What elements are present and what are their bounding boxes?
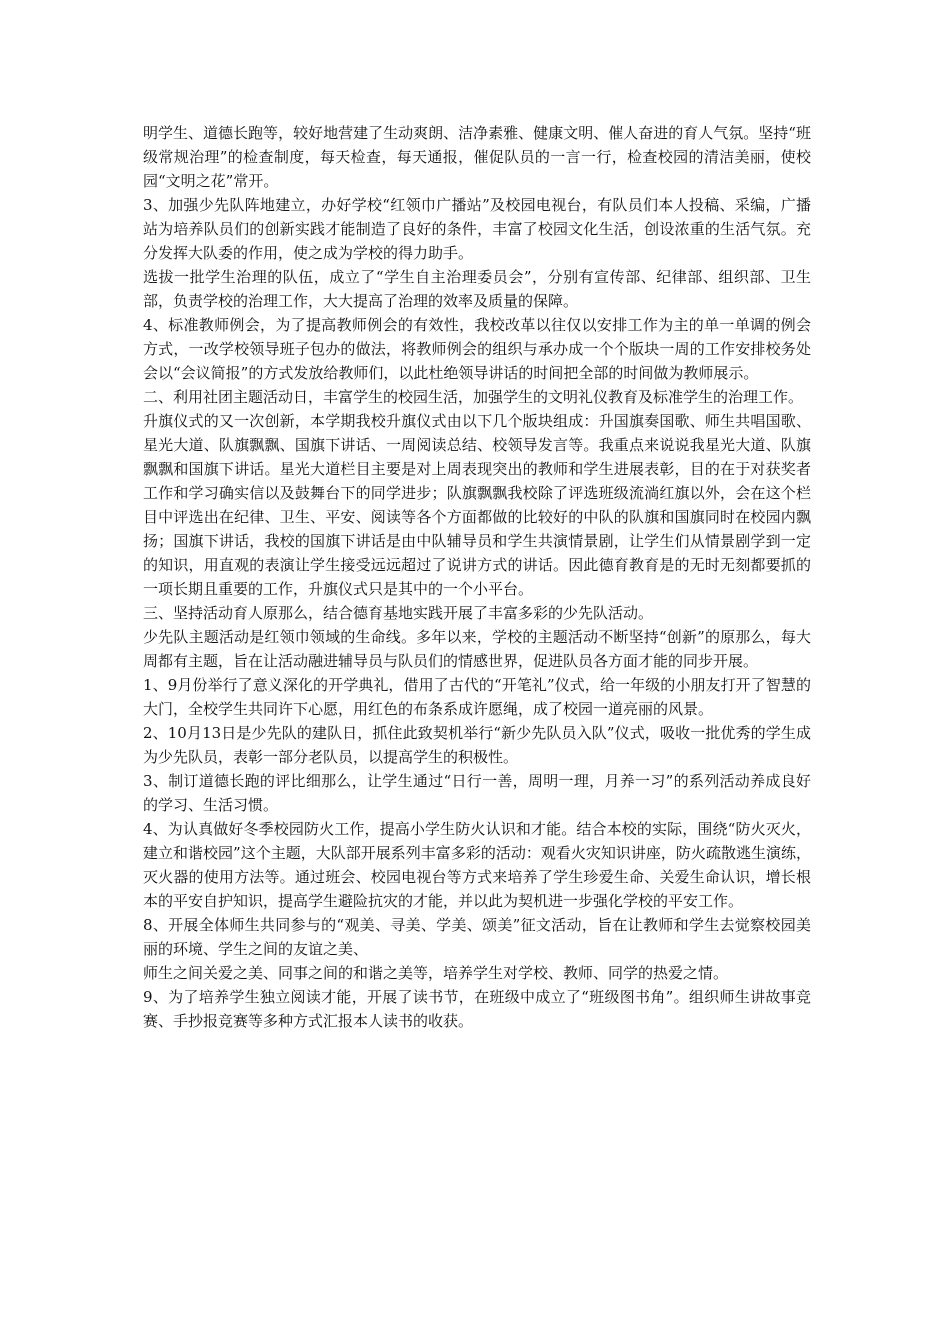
paragraph: 4、为认真做好冬季校园防火工作，提高小学生防火认识和才能。结合本校的实际，围绕“防火灭火，建立和谐校园”这个主题，大队部开展系列丰富多彩的活动：观看火灾知识讲座，防火疏散逃生演练，灭火器的使用方法等。通过班会、校园电视台等方式来培养了学生珍爱生命、关爱生命认识，增长根本的平安自护知识，提高学生避险抗灾的才能，并以此为契机进一步强化学校的平安工作。 <box>143 820 811 910</box>
paragraph: 明学生、道德长跑等，较好地营建了生动爽朗、洁净素雅、健康文明、催人奋进的育人气氛。坚持“班级常规治理”的检查制度，每天检查，每天通报，催促队员的一言一行，检查校园的清洁美丽，使校园“文明之花”常开。 <box>143 124 811 190</box>
paragraph: 2、10月13日是少先队的建队日，抓住此致契机举行“新少先队员入队”仪式，吸收一批优秀的学生成为少先队员，表彰一部分老队员，以提高学生的积极性。 <box>143 724 811 766</box>
paragraph: 升旗仪式的又一次创新，本学期我校升旗仪式由以下几个版块组成：升国旗奏国歌、师生共唱国歌、星光大道、队旗飘飘、国旗下讲话、一周阅读总结、校领导发言等。我重点来说说我星光大道、队旗飘飘和国旗下讲话。星光大道栏目主要是对上周表现突出的教师和学生进展表彰，目的在于对获奖者工作和学习确实信以及鼓舞台下的同学进步；队旗飘飘我校除了评选班级流淌红旗以外，会在这个栏目中评选出在纪律、卫生、平安、阅读等各个方面都做的比较好的中队的队旗和国旗同时在校园内飘扬；国旗下讲话，我校的国旗下讲话是由中队辅导员和学生共演情景剧，让学生们从情景剧学到一定的知识，用直观的表演让学生接受远远超过了说讲方式的讲话。因此德育教育是的无时无刻都要抓的一项长期且重要的工作，升旗仪式只是其中的一个小平台。 <box>143 412 811 598</box>
paragraph: 师生之间关爱之美、同事之间的和谐之美等，培养学生对学校、教师、同学的热爱之情。 <box>143 964 729 982</box>
paragraph: 二、利用社团主题活动日，丰富学生的校园生活，加强学生的文明礼仪教育及标准学生的治理工作。 <box>143 388 804 406</box>
paragraph: 1、9月份举行了意义深化的开学典礼，借用了古代的“开笔礼”仪式，给一年级的小朋友打开了智慧的大门，全校学生共同许下心愿，用红色的布条系成许愿绳，成了校园一道亮丽的风景。 <box>143 676 811 718</box>
paragraph: 9、为了培养学生独立阅读才能，开展了读书节，在班级中成立了“班级图书角”。组织师生讲故事竞赛、手抄报竞赛等多种方式汇报本人读书的收获。 <box>143 988 811 1030</box>
paragraph: 3、加强少先队阵地建立，办好学校“红领巾广播站”及校园电视台，有队员们本人投稿、采编，广播站为培养队员们的创新实践才能制造了良好的条件，丰富了校园文化生活，创设浓重的生活气氛。充分发挥大队委的作用，使之成为学校的得力助手。 <box>143 196 811 262</box>
paragraph: 8、开展全体师生共同参与的“观美、寻美、学美、颂美”征文活动，旨在让教师和学生去觉察校园美丽的环境、学生之间的友谊之美、 <box>143 916 811 958</box>
paragraph: 选拔一批学生治理的队伍，成立了“学生自主治理委员会”，分别有宣传部、纪律部、组织部、卫生部，负责学校的治理工作，大大提高了治理的效率及质量的保障。 <box>143 268 811 310</box>
paragraph: 3、制订道德长跑的评比细那么，让学生通过“日行一善，周明一理，月养一习”的系列活动养成良好的学习、生活习惯。 <box>143 772 811 814</box>
paragraph: 三、坚持活动育人原那么，结合德育基地实践开展了丰富多彩的少先队活动。 <box>143 604 654 622</box>
document-body <box>143 121 811 1033</box>
paragraph: 少先队主题活动是红领巾领域的生命线。多年以来，学校的主题活动不断坚持“创新”的原那么，每大周都有主题，旨在让活动融进辅导员与队员们的情感世界，促进队员各方面才能的同步开展。 <box>143 628 811 670</box>
paragraph: 4、标准教师例会，为了提高教师例会的有效性，我校改革以往仅以安排工作为主的单一单调的例会方式，一改学校领导班子包办的做法，将教师例会的组织与承办成一个个版块一周的工作安排校务处会以“会议简报”的方式发放给教师们，以此杜绝领导讲话的时间把全部的时间做为教师展示。 <box>143 316 811 382</box>
